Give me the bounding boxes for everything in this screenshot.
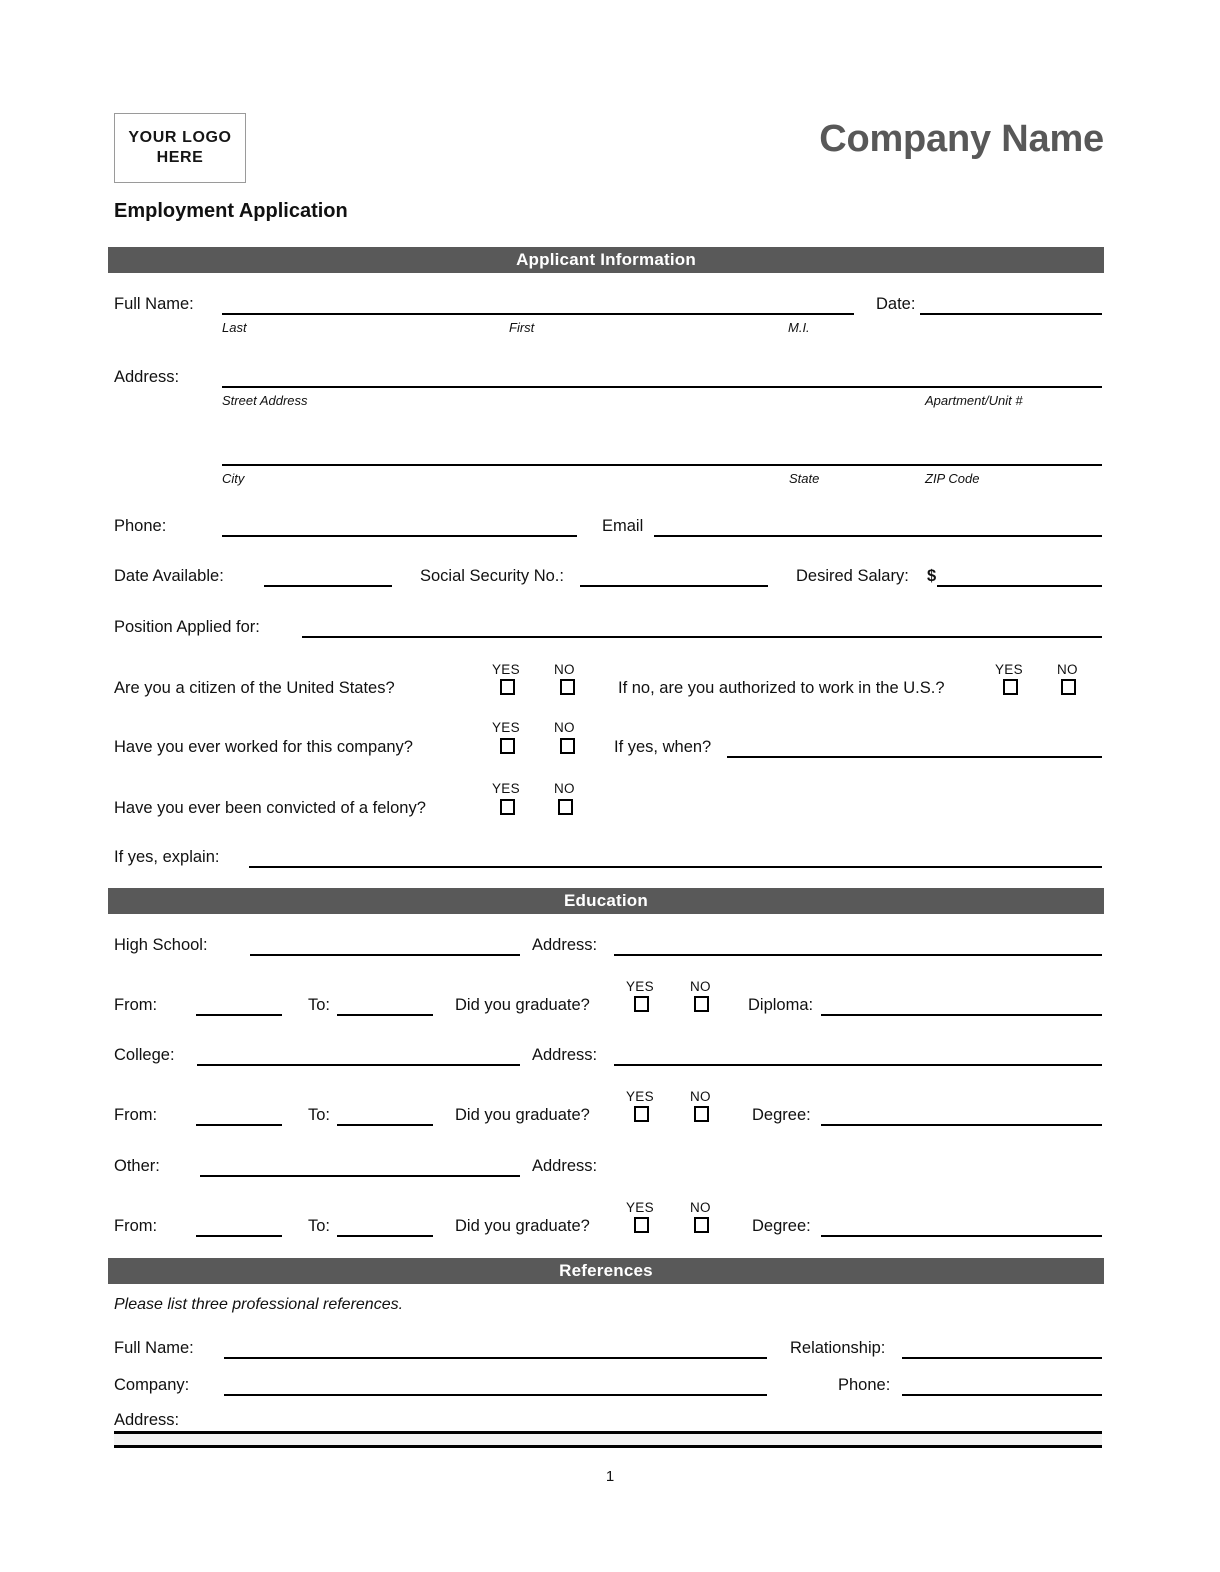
page-number: 1 xyxy=(605,1468,615,1485)
diploma-label: Diploma: xyxy=(748,996,814,1014)
college-to-input-line[interactable] xyxy=(337,1124,433,1126)
college-input-line[interactable] xyxy=(197,1064,520,1066)
felony-no-label: NO xyxy=(554,781,575,796)
high-school-label: High School: xyxy=(114,936,208,954)
other-to-label: To: xyxy=(308,1217,331,1235)
other-graduate-label: Did you graduate? xyxy=(455,1217,590,1235)
high-school-to-label: To: xyxy=(308,996,331,1014)
diploma-input-line[interactable] xyxy=(821,1014,1102,1016)
question-felony-label: Have you ever been convicted of a felony? xyxy=(114,799,426,817)
sublabel-city: City xyxy=(222,471,245,486)
checkbox-citizen-yes[interactable] xyxy=(500,679,515,695)
checkbox-college-graduate-no[interactable] xyxy=(694,1106,709,1122)
other-degree-input-line[interactable] xyxy=(821,1235,1102,1237)
college-label: College: xyxy=(114,1046,175,1064)
felony-yes-label: YES xyxy=(492,781,520,796)
citizen-yes-label: YES xyxy=(492,662,520,677)
social-security-label: Social Security No.: xyxy=(420,567,564,585)
full-name-input-line[interactable] xyxy=(222,313,854,315)
desired-salary-label: Desired Salary: xyxy=(796,567,909,585)
question-citizen-label: Are you a citizen of the United States? xyxy=(114,679,395,697)
other-from-label: From: xyxy=(114,1217,158,1235)
position-applied-label: Position Applied for: xyxy=(114,618,260,636)
reference-relationship-label: Relationship: xyxy=(790,1339,886,1357)
other-education-label: Other: xyxy=(114,1157,160,1175)
reference-phone-input-line[interactable] xyxy=(902,1394,1102,1396)
reference-company-label: Company: xyxy=(114,1376,190,1394)
authorized-no-label: NO xyxy=(1057,662,1078,677)
sublabel-first: First xyxy=(509,320,535,335)
desired-salary-input-line[interactable] xyxy=(937,585,1102,587)
sublabel-last: Last xyxy=(222,320,247,335)
other-from-input-line[interactable] xyxy=(196,1235,282,1237)
other-degree-label: Degree: xyxy=(752,1217,811,1235)
checkbox-authorized-no[interactable] xyxy=(1061,679,1076,695)
position-applied-input-line[interactable] xyxy=(302,636,1102,638)
if-yes-when-label: If yes, when? xyxy=(614,738,712,756)
email-input-line[interactable] xyxy=(654,535,1102,537)
reference-address-label: Address: xyxy=(114,1411,180,1429)
college-from-input-line[interactable] xyxy=(196,1124,282,1126)
high-school-from-label: From: xyxy=(114,996,158,1014)
college-address-label: Address: xyxy=(532,1046,598,1064)
other-education-input-line[interactable] xyxy=(200,1175,520,1177)
phone-input-line[interactable] xyxy=(222,535,577,537)
if-yes-when-input-line[interactable] xyxy=(727,756,1102,758)
reference-phone-label: Phone: xyxy=(838,1376,891,1394)
other-yes-label: YES xyxy=(626,1200,654,1215)
college-graduate-label: Did you graduate? xyxy=(455,1106,590,1124)
other-education-address-label: Address: xyxy=(532,1157,598,1175)
if-yes-explain-input-line[interactable] xyxy=(249,866,1102,868)
phone-label: Phone: xyxy=(114,517,167,535)
college-to-label: To: xyxy=(308,1106,331,1124)
authorized-yes-label: YES xyxy=(995,662,1023,677)
references-instruction: Please list three professional references. xyxy=(114,1296,404,1313)
worked-no-label: NO xyxy=(554,720,575,735)
company-name-heading: Company Name xyxy=(819,118,1104,160)
college-no-label: NO xyxy=(690,1089,711,1104)
high-school-address-input-line[interactable] xyxy=(614,954,1102,956)
other-to-input-line[interactable] xyxy=(337,1235,433,1237)
high-school-no-label: NO xyxy=(690,979,711,994)
question-worked-before-label: Have you ever worked for this company? xyxy=(114,738,413,756)
date-label: Date: xyxy=(876,295,916,313)
sublabel-street-address: Street Address xyxy=(222,393,308,408)
section-header-references: References xyxy=(108,1258,1104,1284)
worked-yes-label: YES xyxy=(492,720,520,735)
social-security-input-line[interactable] xyxy=(580,585,768,587)
sublabel-zip-code: ZIP Code xyxy=(925,471,980,486)
high-school-input-line[interactable] xyxy=(250,954,520,956)
checkbox-citizen-no[interactable] xyxy=(560,679,575,695)
if-yes-explain-label: If yes, explain: xyxy=(114,848,220,866)
street-address-input-line[interactable] xyxy=(222,386,1102,388)
sublabel-apartment-unit: Apartment/Unit # xyxy=(925,393,1023,408)
date-available-input-line[interactable] xyxy=(264,585,392,587)
checkbox-authorized-yes[interactable] xyxy=(1003,679,1018,695)
college-address-input-line[interactable] xyxy=(614,1064,1102,1066)
checkbox-felony-yes[interactable] xyxy=(500,799,515,815)
date-available-label: Date Available: xyxy=(114,567,224,585)
high-school-address-label: Address: xyxy=(532,936,598,954)
reference-relationship-input-line[interactable] xyxy=(902,1357,1102,1359)
form-header xyxy=(114,113,1104,185)
footer-divider-band xyxy=(114,1434,1102,1445)
checkbox-college-graduate-yes[interactable] xyxy=(634,1106,649,1122)
high-school-graduate-label: Did you graduate? xyxy=(455,996,590,1014)
checkbox-felony-no[interactable] xyxy=(558,799,573,815)
currency-symbol: $ xyxy=(927,567,937,585)
college-yes-label: YES xyxy=(626,1089,654,1104)
high-school-from-input-line[interactable] xyxy=(196,1014,282,1016)
logo-placeholder xyxy=(114,113,246,183)
full-name-label: Full Name: xyxy=(114,295,194,313)
reference-full-name-input-line[interactable] xyxy=(224,1357,767,1359)
high-school-yes-label: YES xyxy=(626,979,654,994)
checkbox-other-graduate-no[interactable] xyxy=(694,1217,709,1233)
reference-company-input-line[interactable] xyxy=(224,1394,767,1396)
sublabel-state: State xyxy=(789,471,820,486)
logo-line-1: YOUR LOGO xyxy=(128,129,232,147)
college-degree-label: Degree: xyxy=(752,1106,811,1124)
section-header-applicant-information: Applicant Information xyxy=(108,247,1104,273)
page-title: Employment Application xyxy=(114,200,348,222)
reference-full-name-label: Full Name: xyxy=(114,1339,194,1357)
checkbox-worked-yes[interactable] xyxy=(500,738,515,754)
high-school-to-input-line[interactable] xyxy=(337,1014,433,1016)
logo-line-2: HERE xyxy=(156,149,204,166)
checkbox-worked-no[interactable] xyxy=(560,738,575,754)
section-header-education: Education xyxy=(108,888,1104,914)
college-from-label: From: xyxy=(114,1106,158,1124)
citizen-no-label: NO xyxy=(554,662,575,677)
date-input-line[interactable] xyxy=(920,313,1102,315)
checkbox-high-school-graduate-no[interactable] xyxy=(694,996,709,1012)
sublabel-mi: M.I. xyxy=(788,320,810,335)
college-degree-input-line[interactable] xyxy=(821,1124,1102,1126)
footer-divider-rule xyxy=(114,1445,1102,1448)
checkbox-other-graduate-yes[interactable] xyxy=(634,1217,649,1233)
question-authorized-label: If no, are you authorized to work in the U.S.? xyxy=(618,679,945,697)
address-label: Address: xyxy=(114,368,180,386)
checkbox-high-school-graduate-yes[interactable] xyxy=(634,996,649,1012)
other-no-label: NO xyxy=(690,1200,711,1215)
email-label: Email xyxy=(602,517,644,535)
city-state-zip-input-line[interactable] xyxy=(222,464,1102,466)
